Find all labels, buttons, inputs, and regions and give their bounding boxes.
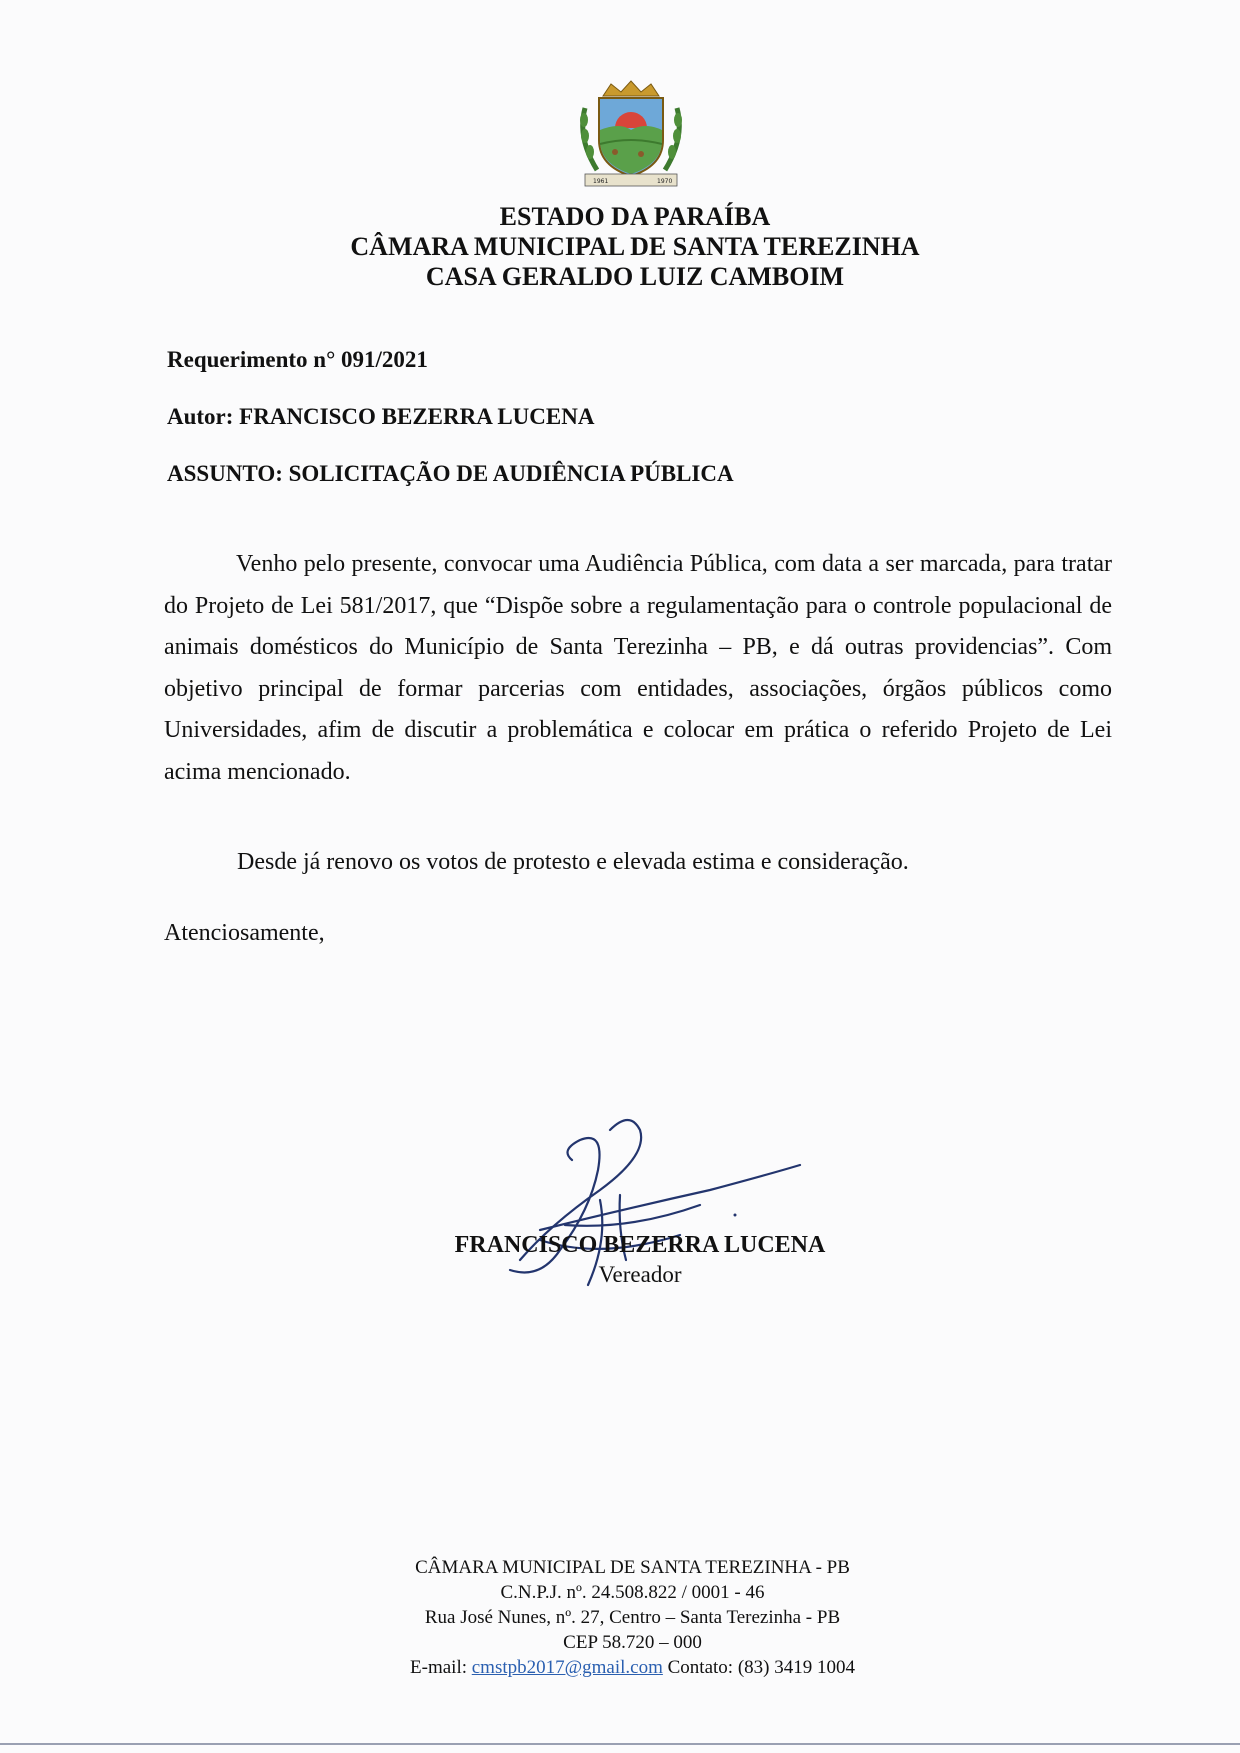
document-header — [0, 202, 1240, 292]
svg-text:1961: 1961 — [593, 178, 609, 185]
header-chamber: CÂMARA MUNICIPAL DE SANTA TEREZINHA — [350, 232, 920, 261]
signer-name: FRANCISCO BEZERRA LUCENA — [454, 1232, 826, 1258]
footer-cnpj: C.N.P.J. nº. 24.508.822 / 0001 - 46 — [500, 1582, 765, 1603]
municipal-crest-logo — [575, 78, 687, 190]
document-footer — [0, 1555, 1240, 1680]
request-number: Requerimento n° 091/2021 — [167, 347, 428, 372]
footer-chamber-name: CÂMARA MUNICIPAL DE SANTA TEREZINHA - PB — [415, 1557, 850, 1578]
subject-line: ASSUNTO: SOLICITAÇÃO DE AUDIÊNCIA PÚBLICA — [167, 461, 734, 486]
svg-text:1970: 1970 — [657, 178, 673, 185]
closing-sentence: Desde já renovo os votos de protesto e elevada estima e consideração. — [237, 849, 909, 875]
signer-block — [440, 1230, 840, 1290]
footer-phone: Contato: (83) 3419 1004 — [667, 1657, 855, 1678]
signer-role: Vereador — [598, 1262, 682, 1287]
author-line: Autor: FRANCISCO BEZERRA LUCENA — [167, 404, 595, 429]
footer-email-link[interactable]: cmstpb2017@gmail.com — [471, 1657, 663, 1678]
footer-address: Rua José Nunes, nº. 27, Centro – Santa Terezinha - PB — [424, 1607, 841, 1628]
header-state: ESTADO DA PARAÍBA — [499, 202, 771, 231]
footer-contact-line — [25, 1655, 1240, 1680]
page-bottom-edge — [0, 1743, 1240, 1745]
farewell-text: Atenciosamente, — [164, 920, 325, 946]
footer-postal-code: CEP 58.720 – 000 — [563, 1632, 702, 1653]
header-house: CASA GERALDO LUIZ CAMBOIM — [425, 262, 845, 291]
footer-email-label: E-mail: — [410, 1657, 467, 1678]
body-paragraph: Venho pelo presente, convocar uma Audiência Pública, com data a ser marcada, para tratar do Projeto de Lei 581/2017, que “Dispõe sobre a regulamentação para o controle populacional de animais domésticos do Município de Santa Terezinha – PB, e dá outras providencias”. Com objetivo principal de formar parcerias com entidades, associações, órgãos públicos como Universidades, afim de discutir a problemática e colocar em prática o referido Projeto de Lei acima mencionado. — [164, 551, 1112, 785]
